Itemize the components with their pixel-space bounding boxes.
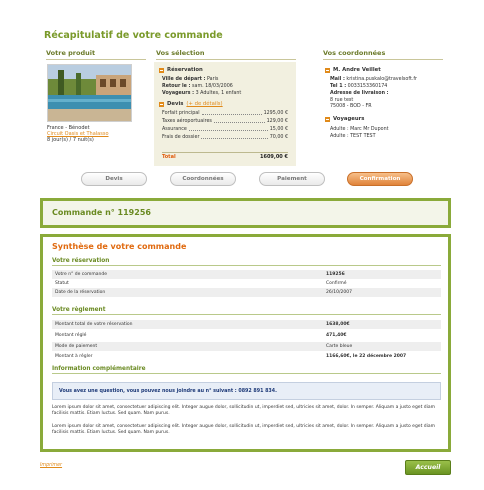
voyageur-line: Adulte : TEST TEST: [330, 134, 376, 139]
contact-name-heading: M. Andre Veillet: [325, 67, 381, 73]
table-row: Montant réglé 471,40€: [55, 333, 347, 338]
table-row: Mode de paiement Carte bleue: [52, 342, 441, 351]
step-coordonnees[interactable]: Coordonnées: [170, 172, 236, 186]
contact-tel: Tel 1 : 0033153360174: [330, 84, 388, 89]
product-link[interactable]: Circuit Oasis et Thalasso: [47, 131, 109, 137]
reservation-heading: Réservation: [159, 67, 203, 73]
step-confirmation[interactable]: Confirmation: [347, 172, 413, 186]
product-column-heading: Votre produit: [46, 49, 146, 60]
order-number: Commande n° 119256: [52, 208, 151, 217]
step-paiement[interactable]: Paiement: [259, 172, 325, 186]
contact-mail: Mail : kristina.puskalo@travelsoft.fr: [330, 77, 418, 82]
table-row: Statut Confirmé: [55, 281, 347, 286]
devis-heading: Devis (+ de détails): [159, 101, 223, 107]
devis-line: Forfait principal 1295,00 €: [162, 111, 288, 116]
voyageurs-heading: Voyageurs: [325, 116, 364, 122]
devis-line: Taxes aéroportuaires 129,00 €: [162, 119, 288, 124]
table-row: Montant à régler 1166,60€, le 22 décembre 2007: [55, 354, 407, 359]
info-paragraph: Lorem ipsum dolor sit amet, consectetuer adipiscing elit. Integer augue dolor, sollicitudin ut, imperdiet sed, ultricies sit amet, dolor. In semper. Aliquam a justo eget diam facilisis mattis. Etiam luctus. Sed quam. Nam purus.: [52, 424, 436, 436]
product-duration: 8 jour(s) / 7 nuit(s): [47, 137, 94, 143]
selection-column-heading: Vos sélection: [156, 49, 296, 60]
contact-address-label: Adresse de livraison :: [330, 91, 389, 96]
reservation-section-heading: Votre réservation: [52, 258, 441, 266]
voyageurs-line: Voyageurs : 3 Adultes, 1 enfant: [162, 91, 242, 96]
reglement-section-heading: Votre règlement: [52, 307, 441, 315]
product-photo: [47, 64, 132, 122]
product-location: France - Bénodet: [47, 125, 90, 131]
table-row: Date de la réservation 26/10/2007: [52, 288, 441, 297]
step-devis[interactable]: Devis: [81, 172, 147, 186]
square-bullet-icon: [325, 117, 330, 122]
voyageur-line: Adulte : Marc Mr Dupont: [330, 127, 389, 132]
retour-line: Retour le : sam. 18/03/2006: [162, 84, 233, 89]
table-row: Votre n° de commande 119256: [52, 270, 441, 279]
square-bullet-icon: [325, 68, 330, 73]
table-row: Montant total de votre réservation 1638,00€: [52, 320, 441, 329]
square-bullet-icon: [159, 102, 164, 107]
depart-line: Ville de départ : Paris: [162, 77, 219, 82]
info-section-heading: Information complémentaire: [52, 366, 441, 374]
devis-details-link[interactable]: (+ de détails): [186, 101, 223, 107]
page-title: Récapitulatif de votre commande: [44, 30, 223, 41]
contact-address-line1: 8 rue test: [330, 98, 354, 103]
devis-line: Assurance 15,00 €: [162, 127, 288, 132]
contact-question: Vous avez une question, vous pouvez nous joindre au n° suivant : 0892 891 834.: [52, 382, 441, 400]
summary-title: Synthèse de votre commande: [52, 242, 187, 251]
devis-total: Total 1609,00 €: [162, 154, 288, 160]
square-bullet-icon: [159, 68, 164, 73]
info-paragraph: Lorem ipsum dolor sit amet, consectetuer adipiscing elit. Integer augue dolor, sollicitudin ut, imperdiet sed, ultricies sit amet, dolor. In semper. Aliquam a justo eget diam facilisis mattis. Etiam luctus. Sed quam. Nam purus.: [52, 405, 436, 417]
print-link[interactable]: Imprimer: [40, 463, 63, 468]
devis-line: Frais de dossier 70,00 €: [162, 135, 288, 140]
contact-column-heading: Vos coordonnées: [323, 49, 443, 60]
contact-address-line2: 75008 - BOD - FR: [330, 104, 372, 109]
home-button[interactable]: Accueil: [405, 460, 451, 475]
